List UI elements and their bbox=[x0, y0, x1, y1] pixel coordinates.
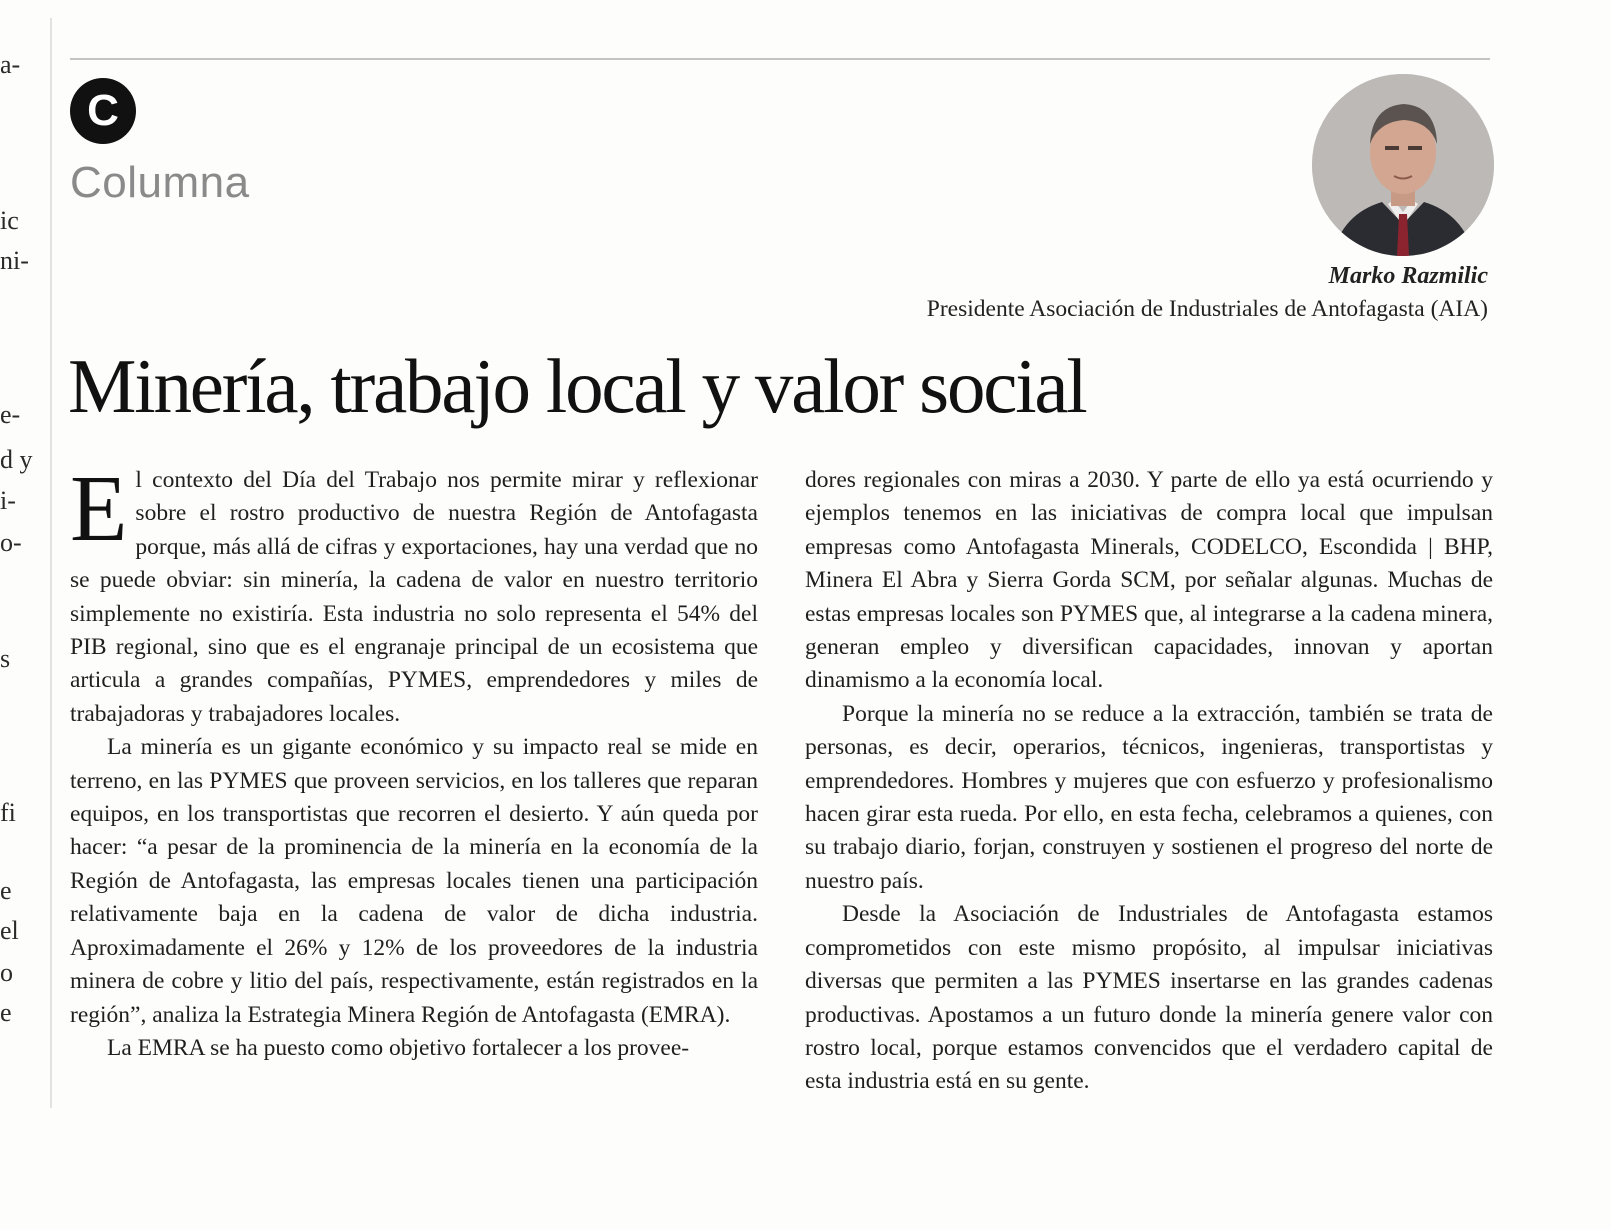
headline: Minería, trabajo local y valor social bbox=[68, 343, 1086, 429]
edge-fragment: d y bbox=[0, 445, 33, 474]
edge-fragment: e bbox=[0, 876, 12, 905]
edge-fragment: o- bbox=[0, 528, 22, 557]
edge-fragment: i- bbox=[0, 486, 16, 515]
edge-fragment: a- bbox=[0, 50, 21, 79]
section-label: Columna bbox=[70, 158, 250, 207]
edge-fragment: e- bbox=[0, 400, 21, 429]
paragraph-text: l contexto del Día del Trabajo nos permite mirar y reflexionar sobre el rostro productivo de nuestra Región de Antofagasta porque, más allá de cifras y exportaciones, hay una verdad que no se puede obviar: sin minería, la cadena de valor en nuestro territorio simplemente no existiría. Esta industria no solo representa el 54% del PIB regional, sino que es el engranaje principal de un ecosistema que articula a grandes compañías, PYMES, emprendedores y miles de trabajadoras y trabajadores locales. bbox=[70, 467, 758, 727]
edge-fragment: ic bbox=[0, 206, 19, 235]
paragraph: La minería es un gigante económico y su impacto real se mide en terreno, en las PYMES que proveen servicios, en los talleres que reparan equipos, en los transportistas que recorren el desierto. Y aún queda por hacer: “a pesar de la prominencia de la minería en la economía de la Región de Antofagasta, las empresas locales tienen una participación relativamente baja en la cadena de valor de dicha industria. Aproximadamente el 26% y 12% de los proveedores de la industria minera de cobre y litio del país, respectivamente, están registrados en la región”, analiza la Estrategia Minera Región de Antofagasta (EMRA). bbox=[70, 734, 758, 1028]
edge-fragment: fi bbox=[0, 798, 16, 827]
drop-cap: E bbox=[70, 457, 128, 561]
top-rule bbox=[70, 58, 1490, 60]
paragraph bbox=[70, 457, 758, 731]
column-divider bbox=[50, 18, 52, 1108]
paragraph: dores regionales con miras a 2030. Y parte de ello ya está ocurriendo y ejemplos tenemos en las iniciativas de compra local que impulsan empresas como Antofagasta Minerals, CODELCO, Escondida | BHP, Minera El Abra y Sierra Gorda SCM, por señalar algunas. Muchas de estas empresas locales son PYMES que, al integrarse a la cadena minera, generan empleo y diversifican capacidades, innovan y aportan dinamismo a la economía local. bbox=[805, 467, 1493, 694]
paragraph: Porque la minería no se reduce a la extracción, también se trata de personas, es decir, operarios, técnicos, ingenieras, transportistas y emprendedores. Hombres y mujeres que con esfuerzo y profesionalismo hacen girar esta rueda. Por ello, en esta fecha, celebramos a quienes, con su trabajo diario, forjan, construyen y sostienen el progreso del norte de nuestro país. bbox=[805, 700, 1493, 894]
edge-fragment: o bbox=[0, 958, 13, 987]
edge-fragment: s bbox=[0, 644, 11, 673]
article-column-left bbox=[70, 457, 758, 1065]
edge-fragment: e bbox=[0, 998, 12, 1027]
adjacent-column-fragments bbox=[0, 0, 52, 1230]
author-name: Marko Razmilic bbox=[1328, 263, 1488, 289]
section-badge: C bbox=[70, 78, 136, 144]
edge-fragment: ni- bbox=[0, 246, 29, 275]
article-column-right bbox=[805, 464, 1493, 1099]
edge-fragment: el bbox=[0, 916, 19, 945]
author-role: Presidente Asociación de Industriales de Antofagasta (AIA) bbox=[926, 296, 1488, 322]
author-photo bbox=[1312, 74, 1494, 256]
author-portrait-illustration bbox=[1312, 74, 1494, 256]
paragraph: La EMRA se ha puesto como objetivo fortalecer a los provee- bbox=[107, 1034, 690, 1061]
paragraph: Desde la Asociación de Industriales de Antofagasta estamos comprometidos con este mismo propósito, al impulsar iniciativas diversas que permiten a las PYMES insertarse en las grandes cadenas productivas. Apostamos a un futuro donde la minería genere valor con rostro local, porque estamos convencidos que el verdadero capital de esta industria está en su gente. bbox=[805, 901, 1493, 1095]
